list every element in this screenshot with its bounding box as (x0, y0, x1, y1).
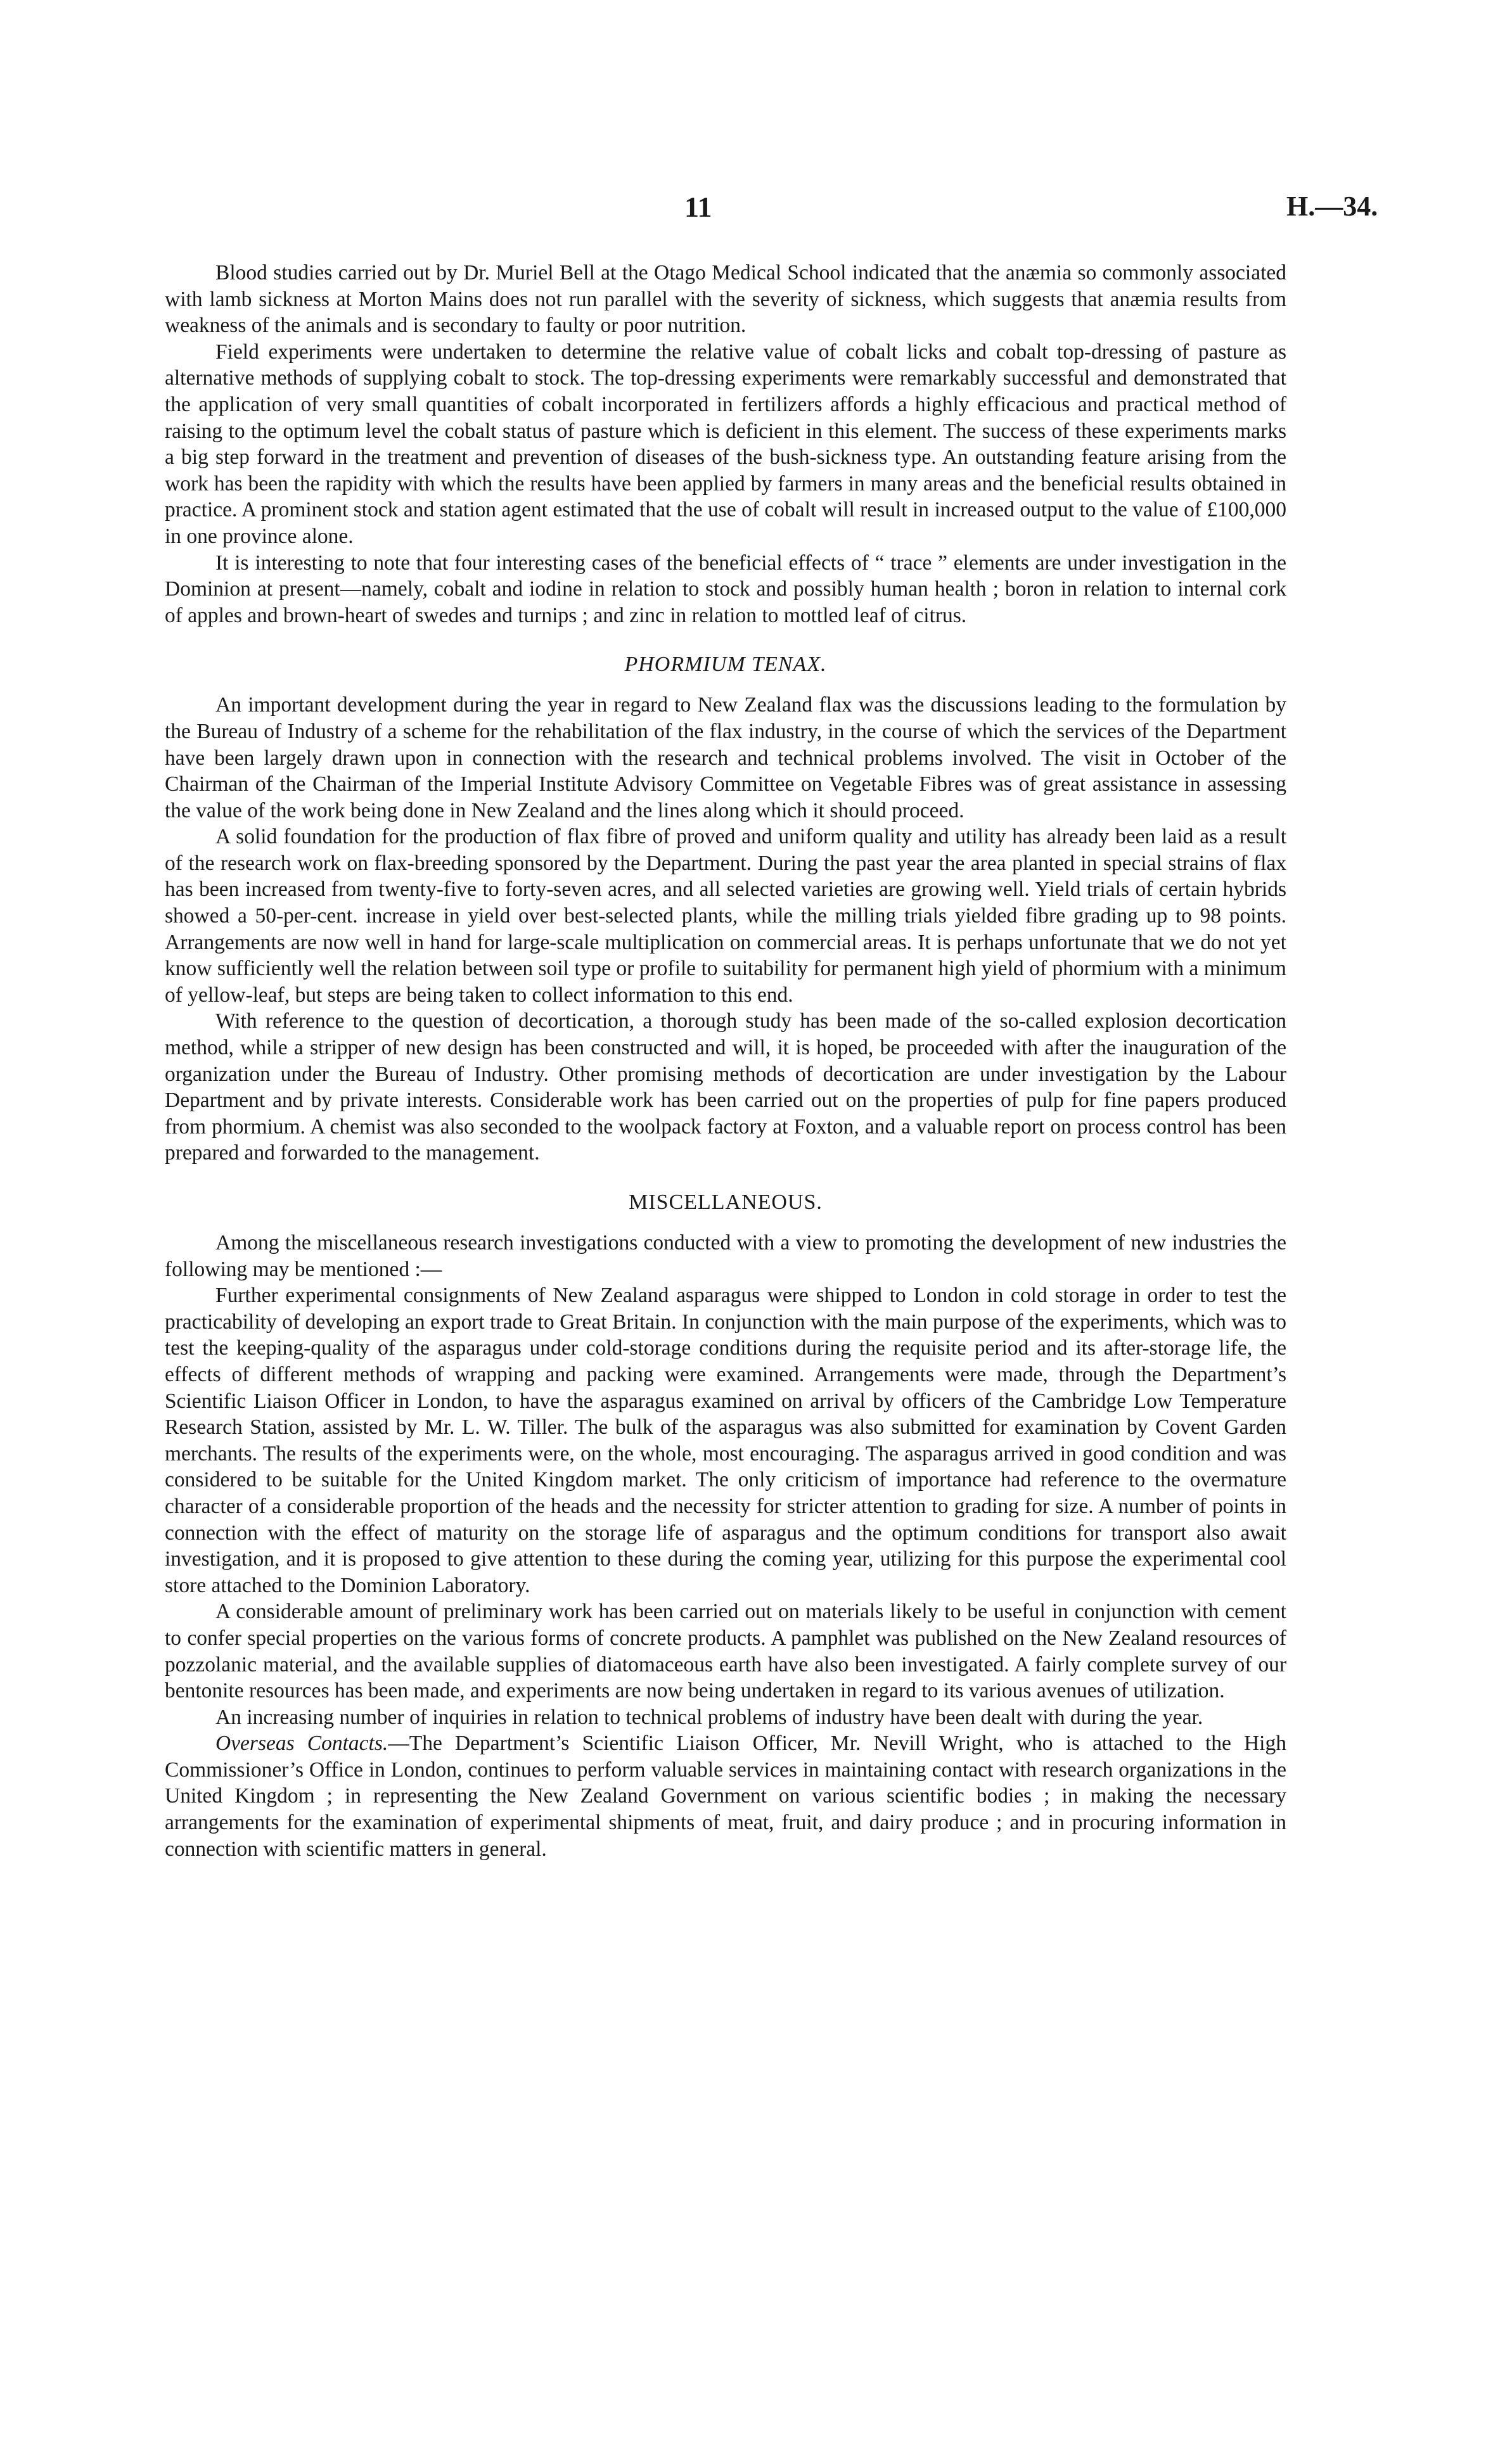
section-heading-phormium: PHORMIUM TENAX. (624, 653, 827, 677)
paragraph-asparagus: Further experimental consignments of New Zealand asparagus were shipped to London in cold storage in order to test the practicability of developing an export trade to Great Britain. In conjunction with the main purpose of the experiments, which was to test the keeping-quality of the asparagus under cold-storage conditions during the requisite period and its after-storage life, the effects of different methods of wrapping and packing were examined. Arrangements were made, through the Department’s Scientific Liaison Officer in London, to have the asparagus examined on arrival by officers of the Cambridge Low Temperature Research Station, assisted by Mr. L. W. Tiller. The bulk of the asparagus was also submitted for examination by Covent Garden merchants. The results of the experiments were, on the whole, most encouraging. The asparagus arrived in good condition and was considered to be suitable for the United Kingdom market. The only criticism of importance had reference to the overmature character of a considerable proportion of the heads and the necessity for stricter attention to grading for size. A number of points in connection with the effect of maturity on the storage life of asparagus and the optimum conditions for transport also await investigation, and it is proposed to give attention to these during the coming year, utilizing for this purpose the experimental cool store attached to the Dominion Laboratory. (165, 1284, 1286, 1597)
paragraph-flax-development: An important development during the year in regard to New Zealand flax was the discussions leading to the formulation by the Bureau of Industry of a scheme for the rehabilitation of the flax industry, in the course of which the services of the Department have been largely drawn upon in connection with the research and technical problems involved. The visit in October of the Chairman of the Chairman of the Imperial Institute Advisory Committee on Vegetable Fibres was of great assistance in assessing the value of the work being done in New Zealand and the lines along which it should proceed. (165, 693, 1286, 822)
page-number: 11 (684, 191, 712, 223)
paragraph-flax-breeding: A solid foundation for the production of flax fibre of proved and uniform quality and utility has already been laid as a result of the research work on flax-breeding sponsored by the Department. During the past year the area planted in special strains of flax has been increased from twenty-five to forty-seven acres, and all selected varieties are growing well. Yield trials of certain hybrids showed a 50-per-cent. increase in yield over best-selected plants, while the milling trials yielded fibre grading up to 98 points. Arrangements are now well in hand for large-scale multiplication on commercial areas. It is perhaps unfortunate that we do not yet know sufficiently well the relation between soil type or profile to suitability for permanent high yield of phormium with a minimum of yellow-leaf, but steps are being taken to collect information to this end. (165, 825, 1286, 1007)
paragraph-blood-studies: Blood studies carried out by Dr. Muriel Bell at the Otago Medical School indicated that the anæmia so commonly associated with lamb sickness at Morton Mains does not run parallel with the severity of sickness, which suggests that anæmia results from weakness of the animals and is secondary to faulty or poor nutrition. (165, 261, 1286, 338)
paragraph-overseas-contacts (165, 1730, 1286, 1862)
paragraph-misc-intro: Among the miscellaneous research investigations conducted with a view to promoting the development of new industries the following may be mentioned :— (165, 1231, 1286, 1281)
overseas-contacts-text: —The Department’s Scientific Liaison Officer, Mr. Nevill Wright, who is attached to the High Commissioner’s Office in London, continues to perform valuable services in maintaining contact with research organizations in the United Kingdom ; in representing the New Zealand Government on various scientific bodies ; in making the necessary arrangements for the examination of experimental shipments of meat, fruit, and dairy produce ; and in procuring information in connection with scientific matters in general. (165, 1732, 1286, 1861)
paragraph-decortication: With reference to the question of decortication, a thorough study has been made of the so-called explosion decortication method, while a stripper of new design has been constructed and will, it is hoped, be proceeded with after the inauguration of the organization under the Bureau of Industry. Other promising methods of decortication are under investigation by the Labour Department and by private interests. Considerable work has been carried out on the properties of pulp for fine papers produced from phormium. A chemist was also seconded to the woolpack factory at Foxton, and a valuable report on process control has been prepared and forwarded to the management. (165, 1009, 1286, 1165)
paragraph-cement-materials: A considerable amount of preliminary work has been carried out on materials likely to be useful in conjunction with cement to confer special properties on the various forms of concrete products. A pamphlet was published on the New Zealand resources of pozzolanic material, and the available supplies of diatomaceous earth have also been investigated. A fairly complete survey of our bentonite resources has been made, and experiments are now being undertaken in regard to its various avenues of utilization. (165, 1600, 1286, 1703)
paragraph-field-experiments: Field experiments were undertaken to determine the relative value of cobalt licks and cobalt top-dressing of pasture as alternative methods of supplying cobalt to stock. The top-dressing experiments were remarkably successful and demonstrated that the application of very small quantities of cobalt incorporated in fertilizers affords a highly efficacious and practical method of raising to the optimum level the cobalt status of pasture which is deficient in this element. The success of these experiments marks a big step forward in the treatment and prevention of diseases of the bush-sickness type. An outstanding feature arising from the work has been the rapidity with which the results have been applied by farmers in many areas and the beneficial results obtained in practice. A prominent stock and station agent estimated that the use of cobalt will result in increased output to the value of £100,000 in one province alone. (165, 340, 1286, 548)
section-heading-miscellaneous: MISCELLANEOUS. (629, 1191, 823, 1214)
paragraph-trace-elements: It is interesting to note that four interesting cases of the beneficial effects of “ trace ” elements are under investigation in the Dominion at present—namely, cobalt and iodine in relation to stock and possibly human health ; boron in relation to internal cork of apples and brown-heart of swedes and turnips ; and zinc in relation to mottled leaf of citrus. (165, 551, 1286, 627)
paragraph-inquiries: An increasing number of inquiries in relation to technical problems of industry have been dealt with during the year. (215, 1705, 1203, 1729)
page-reference: H.—34. (1286, 191, 1378, 222)
document-body (165, 260, 1286, 1862)
overseas-contacts-lead-in: Overseas Contacts. (215, 1732, 388, 1756)
